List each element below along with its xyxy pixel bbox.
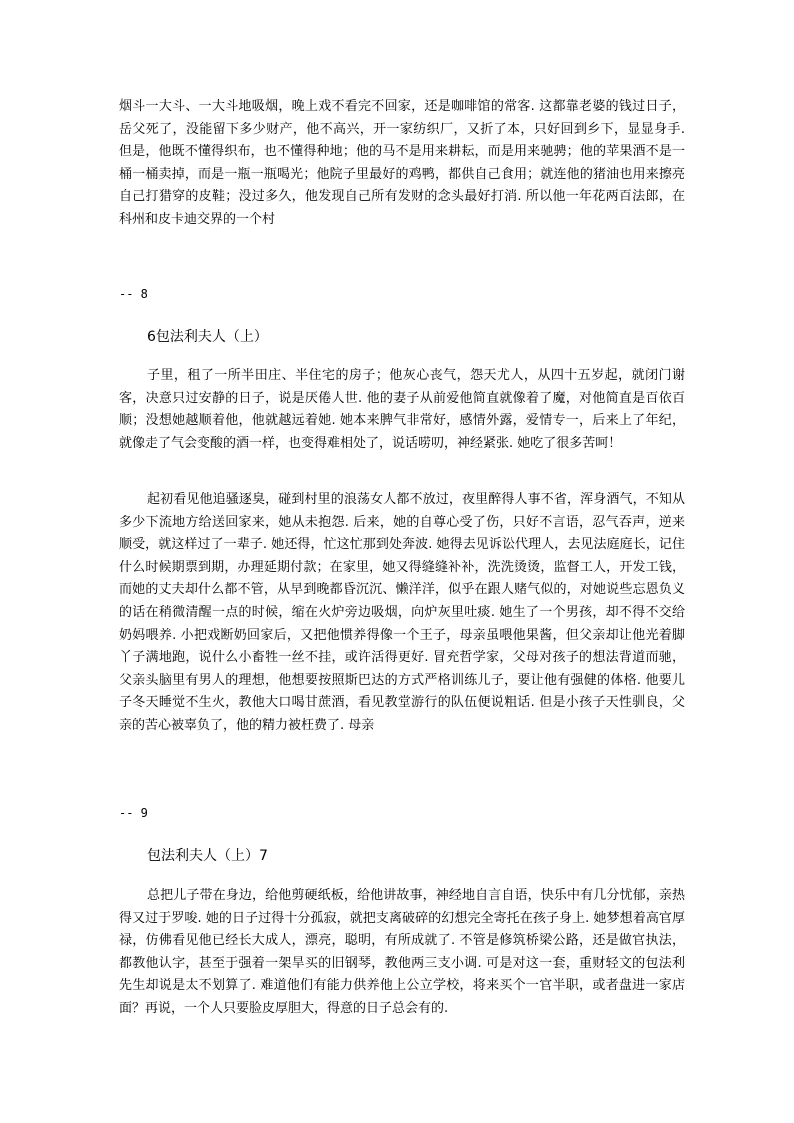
paragraph-continuation: 烟斗一大斗、一大斗地吸烟，晚上戏不看完不回家，还是咖啡馆的常客. 这都靠老婆的钱过日子，岳父死了，没能留下多少财产，他不高兴，开一家纺织厂，又折了本，只好回到乡下，显显身手. 但是，他既不懂得织布，也不懂得种地；他的马不是用来耕耘，而是用来驰骋；他的苹果酒不是一桶一桶卖掉，而是一瓶一瓶喝光；他院子里最好的鸡鸭，都供自己食用；就连他的猪油也用来擦亮自己打猎穿的皮鞋；没过多久，他发现自己所有发财的念头最好打消. 所以他一年花两百法郎，在科州和皮卡迪交界的一个村 [119,99,685,227]
paragraph: 总把儿子带在身边，给他剪硬纸板，给他讲故事，神经地自言自语，快乐中有几分忧郁，亲热得又过于罗唆. 她的日子过得十分孤寂，就把支离破碎的幻想完全寄托在孩子身上. 她梦想着高官厚禄，仿佛看见他已经长大成人，漂亮，聪明，有所成就了. 不管是修筑桥梁公路，还是做官执法，都教他认字，甚至于强着一架旱买的旧钢琴，教他两三支小调. 可是对这一套，重财轻文的包法利先生却说是太不划算了. 难道他们有能力供养他上公立学校，将来买个一官半职，或者盘进一家店面？再说，一个人只要脸皮厚胆大，得意的日子总会有的. [119,888,685,1016]
paragraph: 起初看见他追骚逐臭，碰到村里的浪荡女人都不放过，夜里醉得人事不省，浑身酒气，不知从多少下流地方给送回家来，她从未抱怨. 后来，她的自尊心受了伤，只好不言语，忍气吞声，逆来顺受，就这样过了一辈子. 她还得，忙这忙那到处奔波. 她得去见诉讼代理人，去见法庭庭长，记住什么时候期票到期，办理延期付款；在家里，她又得缝缝补补，洗洗烫烫，监督工人，开发工钱，而她的丈夫却什么都不管，从早到晚都昏沉沉、懒洋洋，似乎在跟人赌气似的，对她说些忘恩负义的话在稍微清醒一点的时候，缩在火炉旁边吸烟，向炉灰里吐痰. 她生了一个男孩，却不得不交给奶妈喂养. 小把戏断奶回家后，又把他惯养得像一个王子，母亲虽喂他果酱，但父亲却让他光着脚丫子满地跑，说什么小畜牲一丝不挂，或许活得更好. 冒充哲学家，父母对孩子的想法背道而驰，父亲头脑里有男人的理想，他想要按照斯巴达的方式严格训练儿子，要让他有强健的体格. 他要儿子冬天睡觉不生火，教他大口喝甘蔗酒，看见教堂游行的队伍便说粗话. 但是小孩子天性驯良，父亲的苦心被辜负了，他的精力被枉费了. 母亲 [119,492,685,733]
paragraph: 子里，租了一所半田庄、半住宅的房子；他灰心丧气，怨天尤人，从四十五岁起，就闭门谢客，决意只过安静的日子，说是厌倦人世. 他的妻子从前爱他简直就像着了魔，对他简直是百依百顺；没想她越顺着他，他就越远着她. 她本来脾气非常好，感情外露，爱情专一，后来上了年纪，就像走了气会变酸的酒一样，也变得难相处了，说话唠叨，神经紧张. 她吃了很多苦呵！ [119,368,685,451]
page-number-marker: -- 9 [119,806,148,820]
page-number-marker: -- 8 [119,287,148,301]
running-header: 6包法利夫人（上） [147,329,268,345]
running-header: 包法利夫人（上）7 [147,848,268,864]
